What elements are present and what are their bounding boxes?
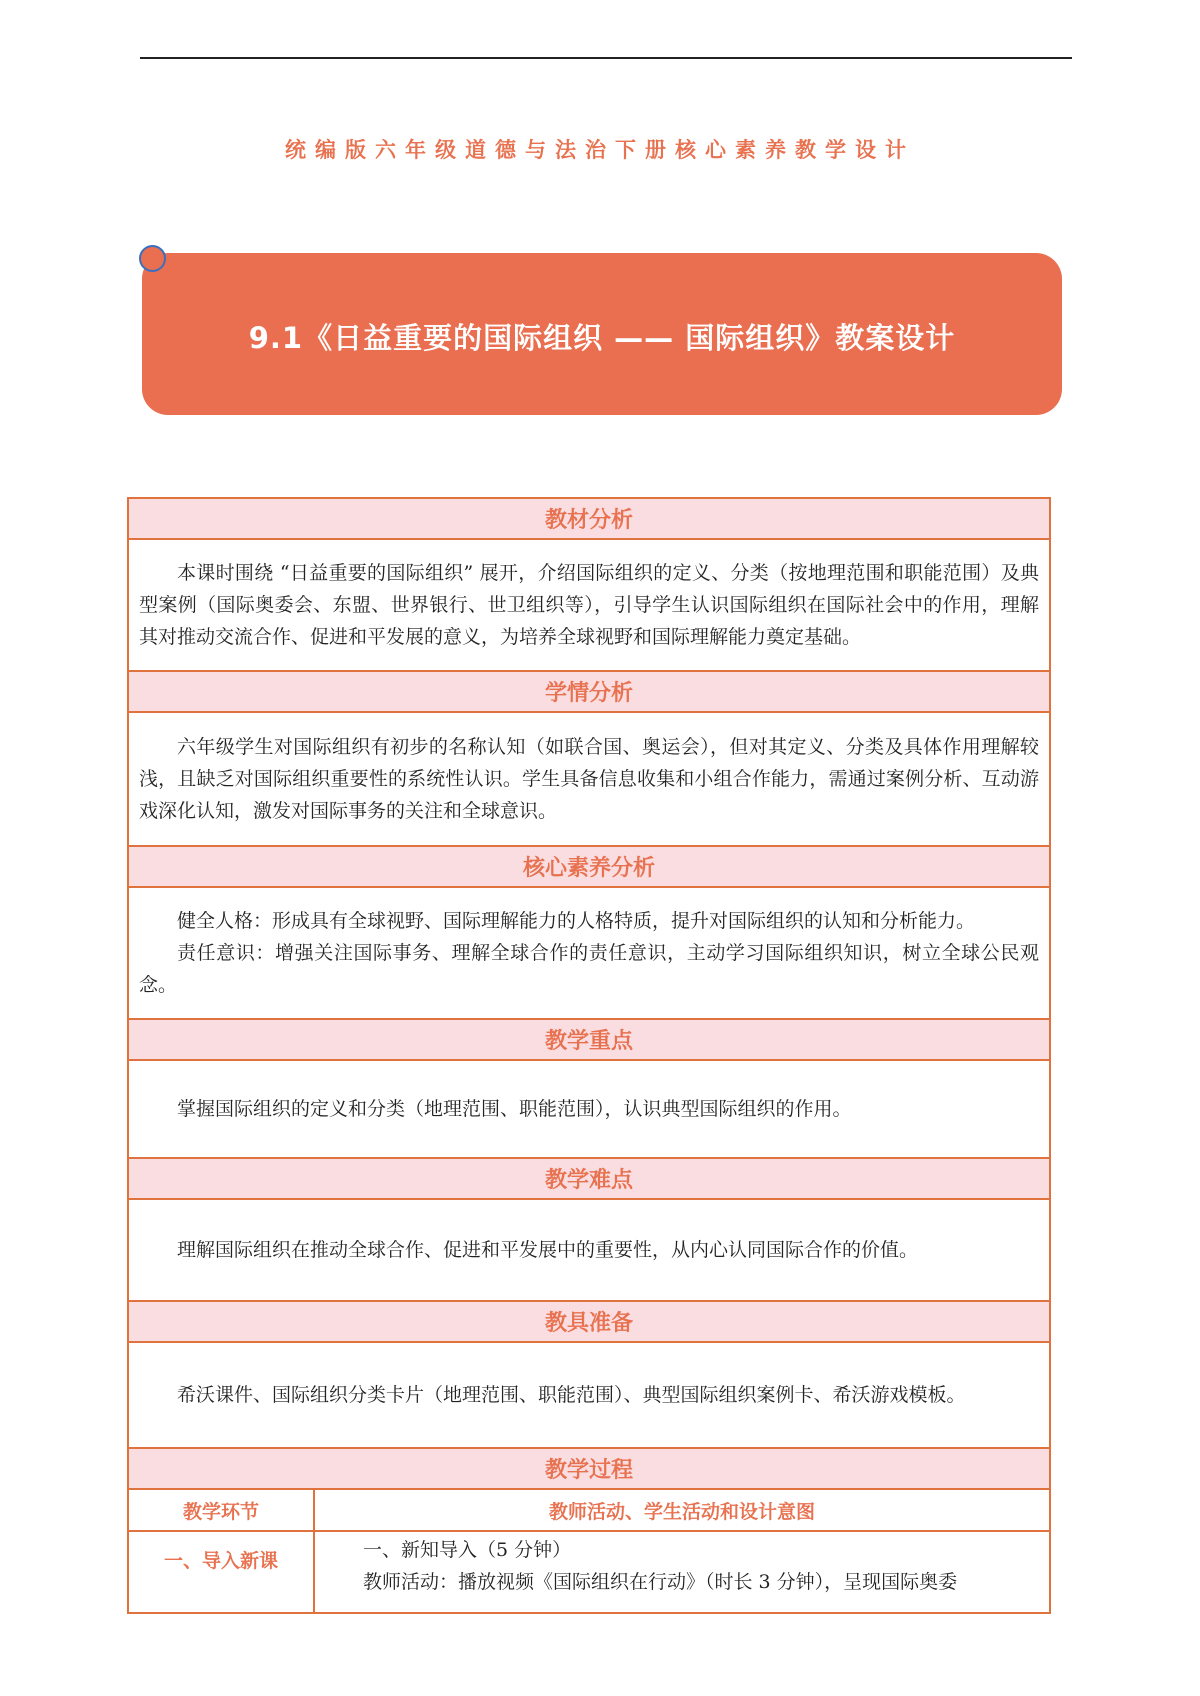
column-header-step: 教学环节	[128, 1489, 314, 1531]
section-heading-key-points: 教学重点	[128, 1019, 1050, 1060]
paragraph: 希沃课件、国际组织分类卡片（地理范围、职能范围）、典型国际组织案例卡、希沃游戏模板。	[177, 1384, 966, 1406]
paragraph: 掌握国际组织的定义和分类（地理范围、职能范围），认识典型国际组织的作用。	[177, 1098, 852, 1120]
lesson-plan-table	[127, 497, 1051, 1614]
section-body-teaching-aids	[128, 1342, 1050, 1448]
header-rule	[140, 57, 1072, 59]
paragraph: 本课时围绕 “日益重要的国际组织” 展开，介绍国际组织的定义、分类（按地理范围和职能范围）及典型案例（国际奥委会、东盟、世界银行、世卫组织等），引导学生认识国际组织在国际社会中的作用，理解其对推动交流合作、促进和平发展的意义，为培养全球视野和国际理解能力奠定基础。	[139, 562, 1039, 648]
paragraph: 健全人格：形成具有全球视野、国际理解能力的人格特质，提升对国际组织的认知和分析能力。	[177, 910, 976, 932]
paragraph: 责任意识：增强关注国际事务、理解全球合作的责任意识，主动学习国际组织知识，树立全球公民观念。	[139, 942, 1039, 996]
section-heading-teaching-aids: 教具准备	[128, 1301, 1050, 1342]
step-line: 一、新知导入（5 分钟）	[363, 1539, 572, 1561]
section-heading-process: 教学过程	[128, 1448, 1050, 1489]
paragraph: 理解国际组织在推动全球合作、促进和平发展中的重要性，从内心认同国际合作的价值。	[177, 1239, 919, 1261]
section-heading-competencies: 核心素养分析	[128, 846, 1050, 887]
banner-dot-ornament	[139, 245, 166, 272]
paragraph: 六年级学生对国际组织有初步的名称认知（如联合国、奥运会），但对其定义、分类及具体作用理解较浅，且缺乏对国际组织重要性的系统性认识。学生具备信息收集和小组合作能力，需通过案例分析、互动游戏深化认知，激发对国际事务的关注和全球意识。	[139, 736, 1039, 822]
section-body-materials	[128, 539, 1050, 671]
section-heading-difficulties: 教学难点	[128, 1158, 1050, 1199]
section-heading-students: 学情分析	[128, 671, 1050, 712]
section-body-competencies	[128, 887, 1050, 1019]
section-body-key-points	[128, 1060, 1050, 1158]
step-line: 教师活动：播放视频《国际组织在行动》（时长 3 分钟），呈现国际奥委	[363, 1571, 958, 1593]
section-heading-materials: 教材分析	[128, 498, 1050, 539]
series-title: 统编版六年级道德与法治下册核心素养教学设计	[285, 138, 915, 162]
step-body	[314, 1531, 1050, 1613]
section-body-difficulties	[128, 1199, 1050, 1301]
section-body-students	[128, 712, 1050, 846]
column-header-activity: 教师活动、学生活动和设计意图	[314, 1489, 1050, 1531]
step-name: 一、导入新课	[128, 1531, 314, 1613]
lesson-title: 9.1《日益重要的国际组织 —— 国际组织》教案设计	[248, 321, 956, 355]
